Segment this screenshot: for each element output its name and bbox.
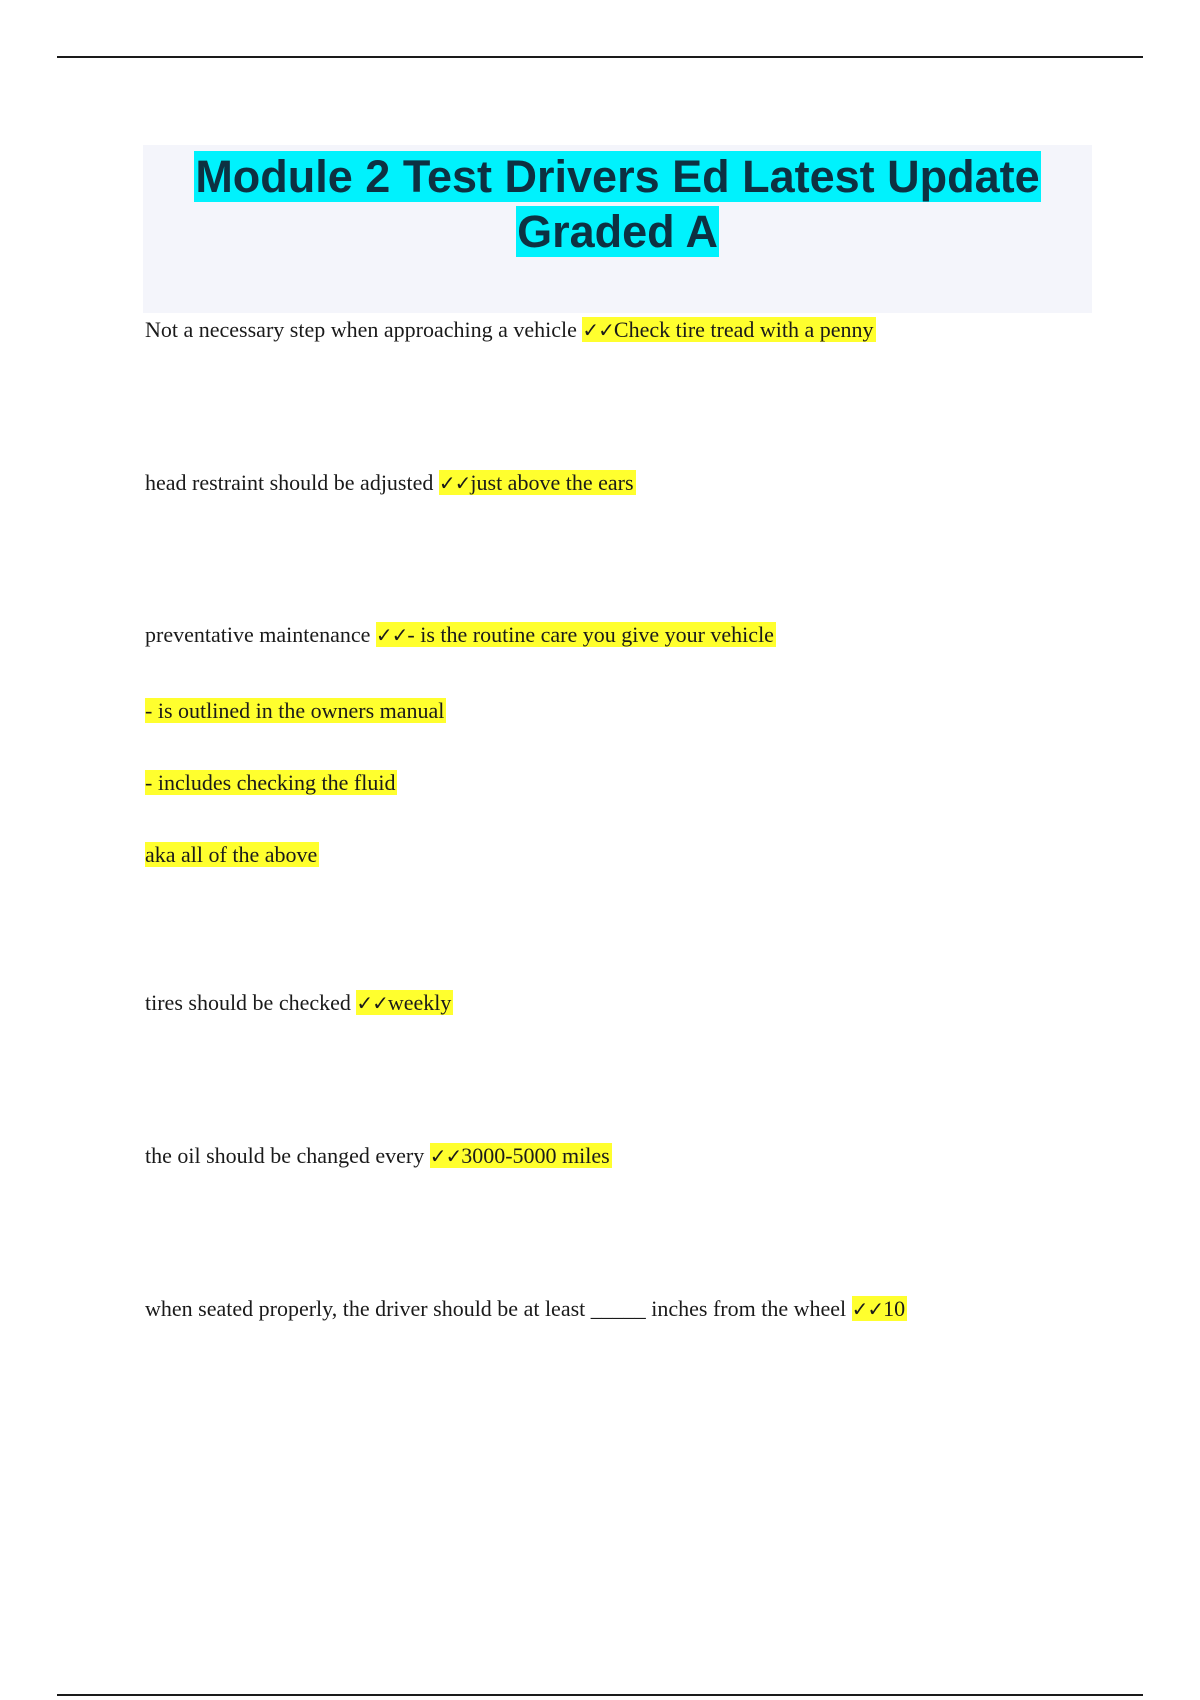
answer-text: - is the routine care you give your vehicle <box>407 622 774 647</box>
double-check-icon: ✓✓ <box>582 318 614 342</box>
answer-continued-line <box>145 696 446 726</box>
answer-highlight <box>430 1143 612 1168</box>
answer-highlight <box>356 990 453 1015</box>
answer-highlight <box>582 317 875 342</box>
footer-rule <box>57 1694 1143 1696</box>
answer-text: Check tire tread with a penny <box>613 317 874 342</box>
question-text: head restraint should be adjusted <box>145 470 434 495</box>
answer-text: weekly <box>387 990 452 1015</box>
question-text: the oil should be changed every <box>145 1143 425 1168</box>
qa-item-1 <box>145 315 876 345</box>
qa-item-4 <box>145 988 453 1018</box>
qa-item-5 <box>145 1141 612 1171</box>
double-check-icon: ✓✓ <box>356 991 388 1015</box>
double-check-icon: ✓✓ <box>438 471 471 495</box>
question-text: Not a necessary step when approaching a vehicle <box>145 317 577 342</box>
answer-continued-line <box>145 768 397 798</box>
answer-continued-text: - includes checking the fluid <box>145 770 396 795</box>
double-check-icon: ✓✓ <box>429 1144 462 1168</box>
answer-continued-line <box>145 840 319 870</box>
double-check-icon: ✓✓ <box>375 623 408 647</box>
title-block <box>143 145 1092 313</box>
qa-item-2 <box>145 468 636 498</box>
header-rule <box>57 56 1143 58</box>
qa-item-6 <box>145 1294 907 1324</box>
qa-item-3 <box>145 620 776 650</box>
answer-text: 10 <box>883 1296 906 1321</box>
title-line-2: Graded A <box>517 206 718 257</box>
title-line-1: Module 2 Test Drivers Ed Latest Update <box>195 151 1040 202</box>
double-check-icon: ✓✓ <box>851 1297 884 1321</box>
answer-highlight <box>439 470 636 495</box>
document-title <box>143 145 1092 259</box>
answer-highlight <box>852 1296 908 1321</box>
answer-text: just above the ears <box>470 470 634 495</box>
answer-continued-text: - is outlined in the owners manual <box>145 698 445 723</box>
answer-highlight <box>376 622 776 647</box>
question-text: when seated properly, the driver should be at least _____ inches from the wheel <box>145 1296 847 1321</box>
question-text: tires should be checked <box>145 990 351 1015</box>
answer-continued-text: aka all of the above <box>145 842 318 867</box>
question-text: preventative maintenance <box>145 622 371 647</box>
answer-text: 3000-5000 miles <box>461 1143 610 1168</box>
